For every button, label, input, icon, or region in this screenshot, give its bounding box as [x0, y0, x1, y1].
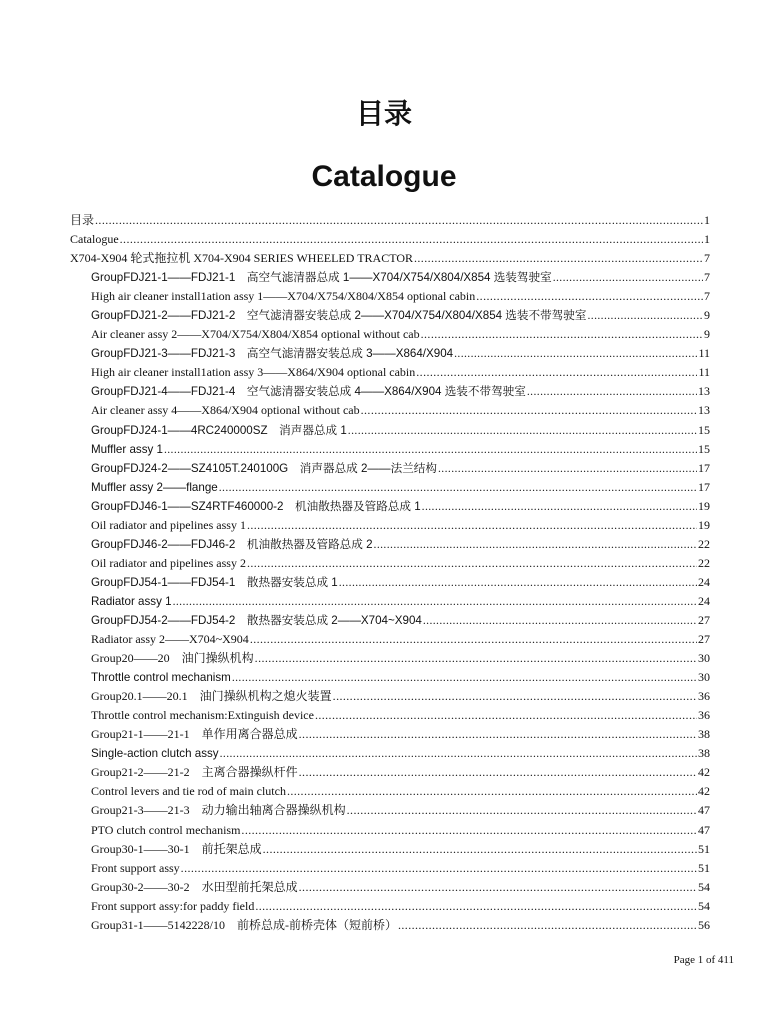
- toc-entry-title: GroupFDJ54-1——FDJ54-1 散热器安装总成 1: [91, 575, 338, 589]
- toc-entry[interactable]: [70, 840, 710, 859]
- toc-dot-leader: [287, 782, 697, 801]
- toc-page-number: 54: [698, 879, 710, 894]
- toc-page-number: 17: [698, 460, 710, 475]
- toc-page-number: 1: [704, 232, 710, 247]
- toc-entry[interactable]: [70, 897, 710, 916]
- toc-entry[interactable]: [70, 668, 710, 687]
- toc-entry[interactable]: [70, 801, 710, 820]
- toc-entry[interactable]: [70, 744, 710, 763]
- toc-dot-leader: [476, 287, 703, 306]
- toc-entry-title: Group30-1——30-1 前托架总成: [91, 841, 262, 856]
- toc-entry-title: GroupFDJ54-2——FDJ54-2 散热器安装总成 2——X704~X904: [91, 613, 422, 627]
- toc-page-number: 11: [698, 346, 710, 361]
- toc-entry-title: GroupFDJ46-2——FDJ46-2 机油散热器及管路总成 2: [91, 537, 373, 551]
- toc-dot-leader: [247, 516, 697, 535]
- toc-entry-title: GroupFDJ21-3——FDJ21-3 高空气滤清器安装总成 3——X864/X904: [91, 347, 454, 361]
- toc-entry-title: Group30-2——30-2 水田型前托架总成: [91, 879, 298, 894]
- toc-page-number: 56: [698, 917, 710, 932]
- toc-entry-title: Group21-2——21-2 主离合器操纵杆件: [91, 765, 298, 780]
- toc-dot-leader: [414, 249, 703, 268]
- toc-dot-leader: [339, 573, 697, 592]
- toc-dot-leader: [438, 459, 697, 478]
- toc-entry[interactable]: [70, 916, 710, 935]
- toc-entry[interactable]: [70, 535, 710, 554]
- toc-page-number: 30: [698, 651, 710, 666]
- toc-entry[interactable]: [70, 859, 710, 878]
- toc-page-number: 7: [704, 289, 710, 304]
- toc-dot-leader: [423, 611, 697, 630]
- toc-entry-title: Throttle control mechanism:Extinguish device: [91, 708, 314, 723]
- toc-entry[interactable]: [70, 401, 710, 420]
- toc-dot-leader: [95, 211, 703, 230]
- toc-entry-title: Muffler assy 1: [91, 442, 163, 456]
- toc-entry-title: Group21-1——21-1 单作用离合器总成: [91, 727, 298, 742]
- toc-entry[interactable]: [70, 706, 710, 725]
- toc-dot-leader: [421, 325, 703, 344]
- document-title-en: Catalogue: [311, 160, 457, 193]
- toc-page-number: 42: [698, 784, 710, 799]
- toc-entry[interactable]: [70, 763, 710, 782]
- toc-entry[interactable]: [70, 306, 710, 325]
- toc-page-number: 15: [698, 422, 710, 437]
- toc-entry-title: Catalogue: [70, 232, 119, 247]
- toc-entry-title: Front support assy: [91, 860, 180, 875]
- toc-dot-leader: [348, 421, 697, 440]
- toc-dot-leader: [299, 763, 697, 782]
- toc-entry[interactable]: [70, 649, 710, 668]
- toc-dot-leader: [255, 897, 697, 916]
- toc-entry[interactable]: [70, 497, 710, 516]
- toc-dot-leader: [247, 554, 697, 573]
- toc-entry-title: Muffler assy 2——flange: [91, 480, 218, 494]
- toc-page-number: 13: [698, 384, 710, 399]
- toc-dot-leader: [553, 268, 703, 287]
- toc-entry[interactable]: [70, 249, 710, 268]
- toc-entry-title: Radiator assy 1: [91, 594, 172, 608]
- toc-entry[interactable]: [70, 611, 710, 630]
- toc-page-number: 38: [698, 727, 710, 742]
- toc-entry[interactable]: [70, 211, 710, 230]
- toc-entry[interactable]: [70, 573, 710, 592]
- toc-dot-leader: [250, 630, 697, 649]
- toc-entry-title: GroupFDJ24-2——SZ4105T.240100G 消声器总成 2——法兰结构: [91, 461, 437, 475]
- toc-entry-title: Air cleaner assy 2——X704/X754/X804/X854 optional without cab: [91, 327, 420, 342]
- toc-page-number: 54: [698, 898, 710, 913]
- toc-entry[interactable]: [70, 344, 710, 363]
- toc-entry[interactable]: [70, 382, 710, 401]
- toc-entry[interactable]: [70, 782, 710, 801]
- toc-page-number: 47: [698, 822, 710, 837]
- toc-entry-title: Air cleaner assy 4——X864/X904 optional without cab: [91, 403, 360, 418]
- toc-page-number: 27: [698, 612, 710, 627]
- toc-dot-leader: [374, 535, 697, 554]
- toc-entry-title: GroupFDJ24-1——4RC240000SZ 消声器总成 1: [91, 423, 347, 437]
- toc-dot-leader: [416, 363, 697, 382]
- toc-entry-title: Oil radiator and pipelines assy 1: [91, 517, 246, 532]
- toc-page-number: 7: [704, 251, 710, 266]
- toc-dot-leader: [361, 401, 697, 420]
- toc-page-number: 19: [698, 498, 710, 513]
- toc-page-number: 30: [698, 670, 710, 685]
- toc-entry[interactable]: [70, 230, 710, 249]
- toc-dot-leader: [263, 840, 697, 859]
- toc-dot-leader: [315, 706, 697, 725]
- toc-page-number: 24: [698, 574, 710, 589]
- table-of-contents: [70, 211, 710, 935]
- toc-entry[interactable]: [70, 516, 710, 535]
- toc-entry[interactable]: [70, 363, 710, 382]
- toc-entry-title: Single-action clutch assy: [91, 747, 219, 761]
- document-title-cn: 目录: [355, 97, 412, 130]
- toc-entry-title: Oil radiator and pipelines assy 2: [91, 555, 246, 570]
- toc-dot-leader: [255, 649, 697, 668]
- toc-dot-leader: [220, 744, 697, 763]
- toc-page-number: 15: [698, 441, 710, 456]
- toc-entry-title: X704-X904 轮式拖拉机 X704-X904 SERIES WHEELED TRACTOR: [70, 251, 413, 266]
- toc-dot-leader: [232, 668, 697, 687]
- toc-entry-title: 目录: [70, 213, 95, 227]
- toc-dot-leader: [422, 497, 697, 516]
- toc-page-number: 51: [698, 860, 710, 875]
- toc-page-number: 22: [698, 536, 710, 551]
- toc-entry-title: Front support assy:for paddy field: [91, 898, 255, 913]
- toc-entry-title: GroupFDJ46-1——SZ4RTF460000-2 机油散热器及管路总成 1: [91, 499, 421, 513]
- toc-entry-title: PTO clutch control mechanism: [91, 822, 241, 837]
- toc-entry-title: Throttle control mechanism: [91, 671, 231, 685]
- toc-entry-title: Control levers and tie rod of main clutch: [91, 784, 286, 799]
- toc-entry-title: Group21-3——21-3 动力输出轴离合器操纵机构: [91, 803, 346, 818]
- toc-page-number: 36: [698, 689, 710, 704]
- toc-dot-leader: [527, 382, 697, 401]
- toc-entry[interactable]: [70, 821, 710, 840]
- toc-page-number: 51: [698, 841, 710, 856]
- toc-entry[interactable]: [70, 478, 710, 497]
- toc-entry[interactable]: [70, 687, 710, 706]
- toc-entry-title: Group20.1——20.1 油门操纵机构之熄火装置: [91, 689, 332, 704]
- page-number-footer: Page 1 of 411: [673, 954, 734, 966]
- toc-entry[interactable]: [70, 725, 710, 744]
- toc-page-number: 47: [698, 803, 710, 818]
- toc-dot-leader: [347, 801, 697, 820]
- toc-entry-title: GroupFDJ21-1——FDJ21-1 高空气滤清器总成 1——X704/X754/X804/X854 选装驾驶室: [91, 271, 552, 285]
- toc-page-number: 17: [698, 479, 710, 494]
- toc-entry[interactable]: [70, 554, 710, 573]
- toc-dot-leader: [120, 230, 703, 249]
- toc-page-number: 42: [698, 765, 710, 780]
- toc-entry-title: High air cleaner install1ation assy 3——X864/X904 optional cabin: [91, 365, 416, 380]
- toc-dot-leader: [333, 687, 697, 706]
- toc-page-number: 36: [698, 708, 710, 723]
- toc-entry-title: Group31-1——5142228/10 前桥总成-前桥壳体（短前桥）: [91, 917, 397, 932]
- toc-entry-title: High air cleaner install1ation assy 1——X704/X754/X804/X854 optional cabin: [91, 289, 476, 304]
- toc-entry[interactable]: [70, 268, 710, 287]
- toc-entry[interactable]: [70, 421, 710, 440]
- toc-page-number: 13: [698, 403, 710, 418]
- toc-page-number: 22: [698, 555, 710, 570]
- toc-page-number: 38: [698, 746, 710, 761]
- toc-dot-leader: [299, 725, 697, 744]
- toc-entry-title: Group20——20 油门操纵机构: [91, 651, 254, 666]
- toc-entry-title: Radiator assy 2——X704~X904: [91, 632, 249, 647]
- toc-entry[interactable]: [70, 325, 710, 344]
- toc-dot-leader: [299, 878, 697, 897]
- toc-dot-leader: [241, 821, 697, 840]
- toc-entry-title: GroupFDJ21-4——FDJ21-4 空气滤清器安装总成 4——X864/X904 选装不带驾驶室: [91, 385, 526, 399]
- toc-entry[interactable]: [70, 459, 710, 478]
- toc-page-number: 9: [704, 308, 710, 323]
- toc-entry[interactable]: [70, 630, 710, 649]
- toc-dot-leader: [454, 344, 697, 363]
- toc-dot-leader: [173, 592, 697, 611]
- toc-page-number: 9: [704, 327, 710, 342]
- toc-page-number: 7: [704, 270, 710, 285]
- toc-dot-leader: [164, 440, 697, 459]
- toc-dot-leader: [587, 306, 703, 325]
- toc-page-number: 24: [698, 593, 710, 608]
- toc-entry-title: GroupFDJ21-2——FDJ21-2 空气滤清器安装总成 2——X704/X754/X804/X854 选装不带驾驶室: [91, 309, 587, 323]
- toc-page-number: 1: [704, 213, 710, 227]
- toc-page-number: 19: [698, 517, 710, 532]
- toc-dot-leader: [398, 916, 697, 935]
- toc-dot-leader: [219, 478, 697, 497]
- toc-page-number: 11: [698, 365, 710, 380]
- toc-entry[interactable]: [70, 287, 710, 306]
- toc-entry[interactable]: [70, 440, 710, 459]
- toc-dot-leader: [181, 859, 697, 878]
- toc-page-number: 27: [698, 632, 710, 647]
- toc-entry[interactable]: [70, 878, 710, 897]
- toc-entry[interactable]: [70, 592, 710, 611]
